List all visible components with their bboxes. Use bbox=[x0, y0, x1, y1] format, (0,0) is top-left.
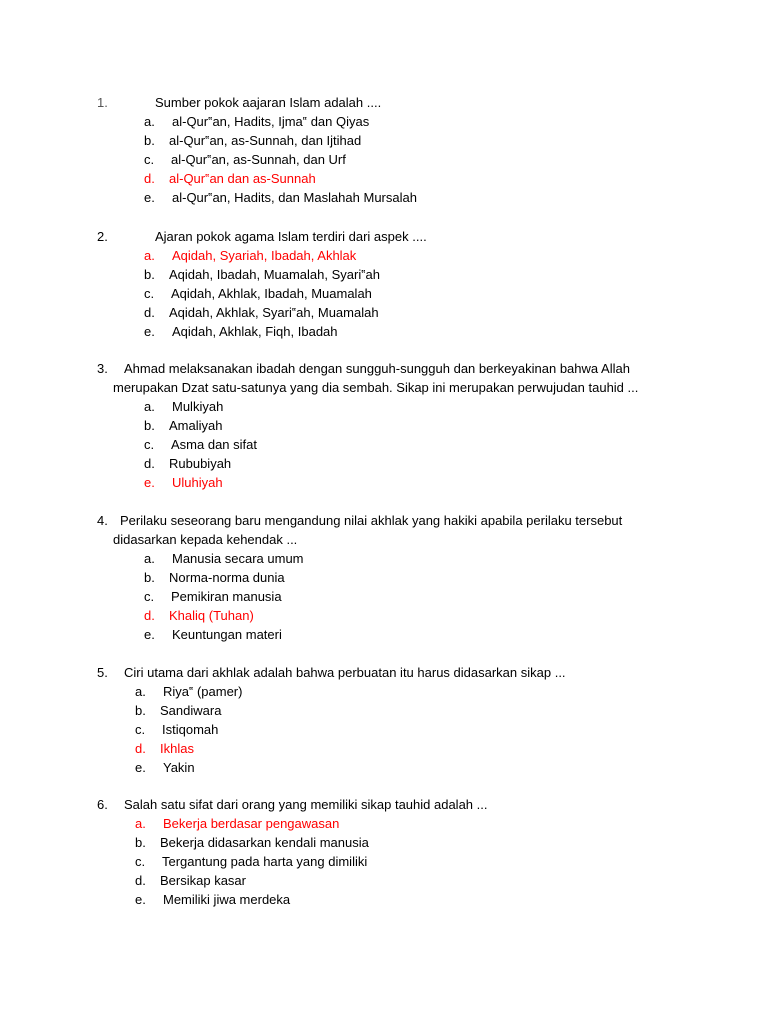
option-letter: e. bbox=[144, 475, 155, 490]
option-text: Rububiyah bbox=[169, 456, 232, 471]
question-text: merupakan Dzat satu-satunya yang dia sembah. Sikap ini merupakan perwujudan tauhid ... bbox=[113, 380, 639, 395]
question-number: 4. bbox=[97, 513, 108, 528]
option-letter: d. bbox=[135, 873, 146, 888]
option-text: Norma-norma dunia bbox=[169, 570, 285, 585]
option-text: Aqidah, Akhlak, Fiqh, Ibadah bbox=[172, 324, 338, 339]
option-letter: e. bbox=[144, 324, 155, 339]
option-text: Bekerja didasarkan kendali manusia bbox=[160, 835, 369, 850]
option-text: Pemikiran manusia bbox=[171, 589, 282, 604]
option-text: al-Qur‟an, Hadits, Ijma‟ dan Qiyas bbox=[172, 114, 370, 129]
option-letter: c. bbox=[144, 589, 155, 604]
correct-answer-text: Bekerja berdasar pengawasan bbox=[163, 816, 340, 831]
option-text: Aqidah, Akhlak, Syari‟ah, Muamalah bbox=[169, 305, 379, 320]
correct-answer-text: Khaliq (Tuhan) bbox=[169, 608, 254, 623]
option-text: Asma dan sifat bbox=[171, 437, 257, 452]
option-letter: c. bbox=[144, 437, 155, 452]
option-letter: c. bbox=[144, 286, 155, 301]
option-text: Tergantung pada harta yang dimiliki bbox=[162, 854, 368, 869]
question-text: didasarkan kepada kehendak ... bbox=[113, 532, 298, 547]
option-letter: b. bbox=[135, 835, 146, 850]
option-text: al-Qur‟an, as-Sunnah, dan Ijtihad bbox=[169, 133, 362, 148]
option-letter: d. bbox=[144, 305, 155, 320]
option-letter: b. bbox=[144, 267, 155, 282]
option-text: Keuntungan materi bbox=[172, 627, 282, 642]
option-letter: b. bbox=[144, 133, 155, 148]
question-number: 2. bbox=[97, 229, 108, 244]
correct-answer-text: al-Qur‟an dan as-Sunnah bbox=[169, 171, 316, 186]
option-letter: d. bbox=[144, 608, 155, 623]
option-letter: d. bbox=[135, 741, 146, 756]
question-text: Ciri utama dari akhlak adalah bahwa perbuatan itu harus didasarkan sikap ... bbox=[124, 665, 566, 680]
option-letter: e. bbox=[135, 892, 146, 907]
option-text: Riya‟ (pamer) bbox=[163, 684, 243, 699]
option-text: Istiqomah bbox=[162, 722, 219, 737]
question-number: 1. bbox=[97, 95, 108, 110]
option-letter: e. bbox=[144, 627, 155, 642]
question-text: Sumber pokok aajaran Islam adalah .... bbox=[155, 95, 382, 110]
option-text: Memiliki jiwa merdeka bbox=[163, 892, 291, 907]
question-text: Salah satu sifat dari orang yang memiliki sikap tauhid adalah ... bbox=[124, 797, 488, 812]
question-number: 6. bbox=[97, 797, 108, 812]
option-letter: a. bbox=[144, 114, 155, 129]
option-letter: d. bbox=[144, 456, 155, 471]
option-letter: b. bbox=[144, 570, 155, 585]
correct-answer-text: Ikhlas bbox=[160, 741, 194, 756]
option-letter: a. bbox=[144, 248, 155, 263]
option-letter: a. bbox=[135, 684, 146, 699]
option-text: al-Qur‟an, Hadits, dan Maslahah Mursalah bbox=[172, 190, 417, 205]
question-number: 3. bbox=[97, 361, 108, 376]
option-text: Amaliyah bbox=[169, 418, 223, 433]
option-letter: b. bbox=[135, 703, 146, 718]
option-text: Manusia secara umum bbox=[172, 551, 304, 566]
option-letter: c. bbox=[144, 152, 155, 167]
option-letter: a. bbox=[135, 816, 146, 831]
option-text: Bersikap kasar bbox=[160, 873, 246, 888]
option-letter: e. bbox=[144, 190, 155, 205]
option-letter: e. bbox=[135, 760, 146, 775]
option-letter: a. bbox=[144, 551, 155, 566]
option-letter: b. bbox=[144, 418, 155, 433]
option-text: Aqidah, Akhlak, Ibadah, Muamalah bbox=[171, 286, 372, 301]
option-text: Aqidah, Ibadah, Muamalah, Syari‟ah bbox=[169, 267, 381, 282]
option-text: Yakin bbox=[163, 760, 195, 775]
question-text: Ahmad melaksanakan ibadah dengan sungguh-sungguh dan berkeyakinan bahwa Allah bbox=[124, 361, 630, 376]
correct-answer-text: Aqidah, Syariah, Ibadah, Akhlak bbox=[172, 248, 357, 263]
question-text: Ajaran pokok agama Islam terdiri dari aspek .... bbox=[155, 229, 427, 244]
correct-answer-text: Uluhiyah bbox=[172, 475, 223, 490]
question-text: Perilaku seseorang baru mengandung nilai akhlak yang hakiki apabila perilaku tersebut bbox=[120, 513, 623, 528]
option-text: Mulkiyah bbox=[172, 399, 224, 414]
option-text: al-Qur‟an, as-Sunnah, dan Urf bbox=[171, 152, 346, 167]
question-number: 5. bbox=[97, 665, 108, 680]
option-letter: d. bbox=[144, 171, 155, 186]
option-letter: c. bbox=[135, 854, 146, 869]
option-letter: a. bbox=[144, 399, 155, 414]
option-letter: c. bbox=[135, 722, 146, 737]
option-text: Sandiwara bbox=[160, 703, 222, 718]
